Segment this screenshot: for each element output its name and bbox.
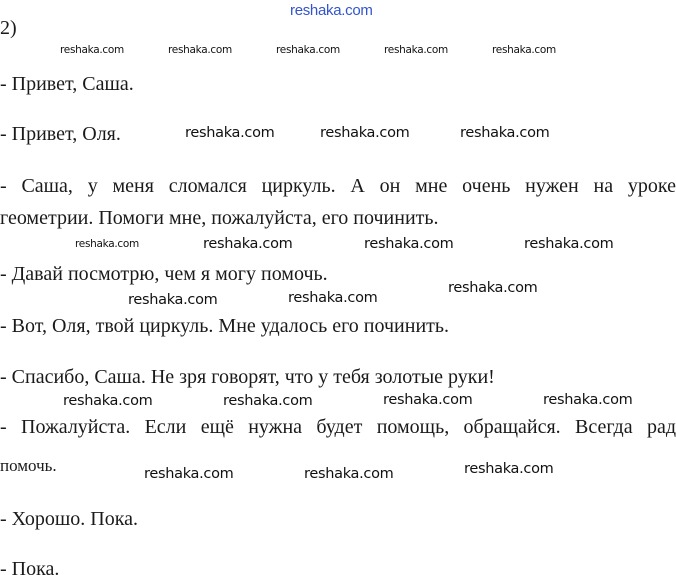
watermark: reshaka.com [448, 280, 538, 296]
watermark: reshaka.com [460, 125, 550, 141]
watermark: reshaka.com [60, 44, 124, 56]
dialogue-line-continued: геометрии. Помоги мне, пожалуйста, его починить. [0, 207, 439, 229]
dialogue-line: - Привет, Саша. [0, 73, 134, 95]
dialogue-line: - Давай посмотрю, чем я могу помочь. [0, 263, 328, 285]
watermark: reshaka.com [464, 461, 554, 477]
watermark: reshaka.com [320, 125, 410, 141]
watermark: reshaka.com [185, 125, 275, 141]
dialogue-line: - Саша, у меня сломался циркуль. А он мне очень нужен на уроке [0, 175, 676, 197]
watermark: reshaka.com [492, 44, 556, 56]
dialogue-line: - Пожалуйста. Если ещё нужна будет помощь, обращайся. Всегда рад [0, 416, 676, 438]
dialogue-line: - Спасибо, Саша. Не зря говорят, что у тебя золотые руки! [0, 366, 495, 388]
dialogue-line: - Пока. [0, 558, 60, 575]
watermark: reshaka.com [543, 392, 633, 408]
watermark-header: reshaka.com [290, 2, 373, 19]
watermark: reshaka.com [383, 392, 473, 408]
watermark: reshaka.com [75, 238, 139, 250]
dialogue-line: - Привет, Оля. [0, 123, 121, 145]
watermark: reshaka.com [144, 466, 234, 482]
dialogue-line-continued: помочь. [0, 456, 57, 475]
watermark: reshaka.com [276, 44, 340, 56]
watermark: reshaka.com [63, 393, 153, 409]
watermark: reshaka.com [168, 44, 232, 56]
watermark: reshaka.com [203, 236, 293, 252]
task-number: 2) [0, 17, 17, 39]
watermark: reshaka.com [128, 292, 218, 308]
watermark: reshaka.com [384, 44, 448, 56]
watermark: reshaka.com [524, 236, 614, 252]
watermark: reshaka.com [223, 393, 313, 409]
dialogue-line: - Хорошо. Пока. [0, 508, 138, 530]
dialogue-line: - Вот, Оля, твой циркуль. Мне удалось его починить. [0, 315, 450, 337]
watermark: reshaka.com [364, 236, 454, 252]
watermark: reshaka.com [288, 290, 378, 306]
watermark: reshaka.com [304, 466, 394, 482]
